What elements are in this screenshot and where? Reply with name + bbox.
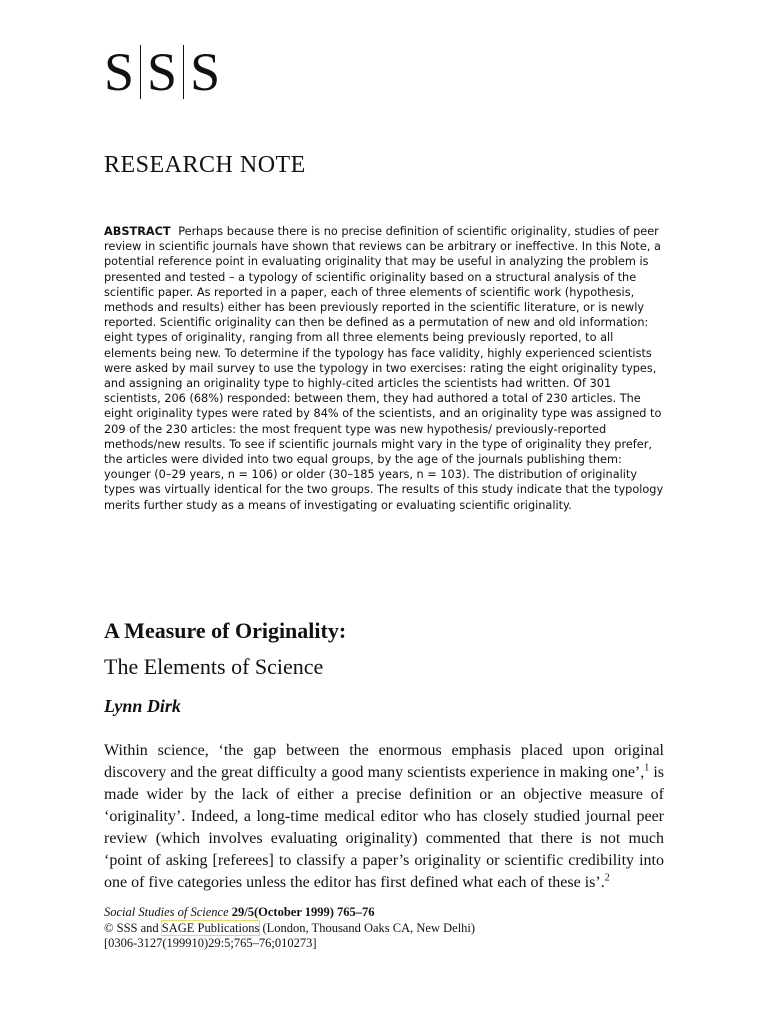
logo-divider [140,45,141,99]
copyright-line [104,921,664,937]
body-text-part: Within science, ‘the gap between the enormous emphasis placed upon original discovery and the great difficulty a good many scientists experience in making one’, [104,742,664,781]
abstract-text: Perhaps because there is no precise definition of scientific originality, studies of peer review in scientific journals have shown that reviews can be arbitrary or ineffective. In this Note, a potential reference point in evaluating originality that may be useful in analyzing the problem is presented and tested – a typology of scientific originality based on a structural analysis of the scientific paper. As reported in a paper, each of three elements of scientific work (hypothesis, methods and results) either has been previously reported in the scientific literature, or is newly reported. Scientific originality can then be defined as a permutation of new and old information: eight types of originality, ranging from all three elements being previously reported, to all elements being new. To determine if the typology has face validity, highly experienced scientists were asked by mail survey to use the typology in two exercises: rating the eight originality types, and assigning an originality type to highly-cited articles the scientists had written. Of 301 scientists, 206 (68%) responded: between them, they had authored a total of 230 articles. The eight originality types were rated by 84% of the scientists, and an originality type was assigned to 209 of the 230 articles: the most frequent type was new hypothesis/ previously-reported methods/new results. To see if scientific journals might vary in the type of originality they prefer, the articles were divided into two equal groups, by the age of the journals publishing them: younger (0–29 years, n = 106) or older (30–185 years, n = 103). The distribution of originality types was virtually identical for the two groups. The results of this study indicate that the typology merits further study as a means of investigating or evaluating scientific originality. [104,225,664,512]
section-heading: RESEARCH NOTE [104,152,306,178]
footnote-ref[interactable]: 1 [644,762,650,774]
body-text-part: is made wider by the lack of either a precise definition or an objective measure of ‘originality’. Indeed, a long-time medical editor who has closely studied journal peer review (which involves evaluating originality) commented that there is not much ‘point of asking [referees] to classify a paper’s originality or scientific credibility into one of five categories unless the editor has first defined what each of these is’. [104,764,664,891]
article-title: A Measure of Originality: [104,618,347,643]
abstract-label: ABSTRACT [104,225,171,238]
journal-issue: 29/5(October 1999) 765–76 [231,905,375,919]
publisher-name: SAGE Publications [161,920,260,935]
footnote-ref[interactable]: 2 [604,872,610,884]
logo-letter: S [190,42,221,102]
publisher-location: (London, Thousand Oaks CA, New Delhi) [259,920,476,935]
citation-line [104,905,664,921]
abstract [104,224,664,513]
article-subtitle: The Elements of Science [104,654,324,679]
author-name: Lynn Dirk [104,696,181,716]
citation-footer [104,905,664,952]
body-paragraph [104,740,664,894]
copyright-prefix: © SSS and [104,920,162,935]
journal-name: Social Studies of Science [104,905,229,919]
journal-logo [104,42,220,102]
logo-divider [183,45,184,99]
logo-letter: S [104,42,135,102]
logo-letter: S [147,42,178,102]
identifier-line: [0306-3127(199910)29:5;765–76;010273] [104,936,317,950]
